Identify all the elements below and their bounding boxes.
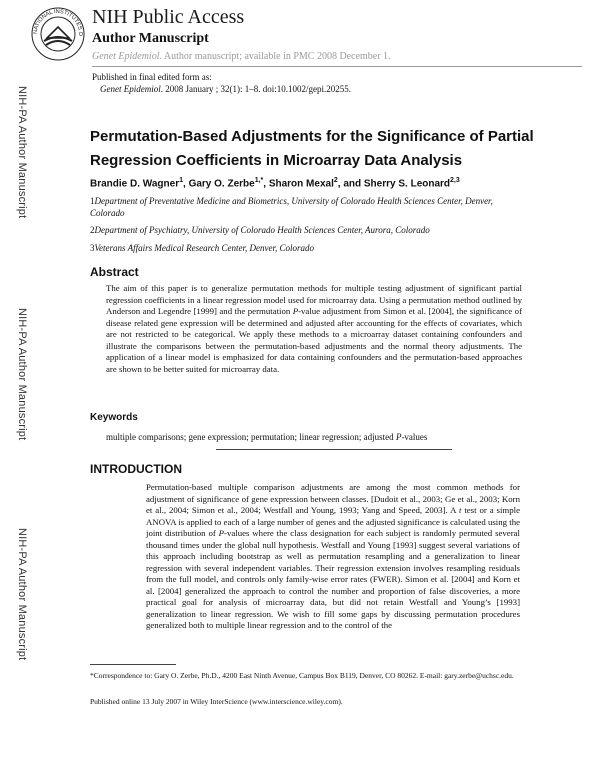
affiliation-1: 1Department of Preventative Medicine and Biometrics, University of Colorado Health Sciences Center, Denver, Colorado <box>90 196 493 218</box>
author-manuscript-label: Author Manuscript <box>92 31 209 46</box>
side-label-2: NIH-PA Author Manuscript <box>16 308 28 441</box>
keywords-heading: Keywords <box>90 412 138 423</box>
author-name: Brandie D. Wagner <box>90 178 180 190</box>
published-online-footnote: Published online 13 July 2007 in Wiley InterScience (www.interscience.wiley.com). <box>90 697 343 706</box>
title-line-2: Regression Coefficients in Microarray Data Analysis <box>90 152 463 169</box>
author-name: Sherry S. Leonard <box>363 178 451 190</box>
affiliation-2: 2Department of Psychiatry, University of Colorado Health Sciences Center, Aurora, Colorado <box>90 225 430 235</box>
section-divider <box>216 449 452 450</box>
introduction-text: Permutation-based multiple comparison adjustments are among the most common methods for adjustment of significance of gene expression between classes. [Dudoit et al., 2003; Ge et al., 2003; Korn et al., 2004; Simon et al., 2004; Westfall and Young, 1993; Yang and Speed, 2003]. A t test or a simple ANOVA is applied to each of a large number of genes and the adjusted significance is calculated using the joint distribution of P-values where the class designation for each subject is randomly permuted several thousand times under the global null hypothesis. Westfall and Young [1993] suggest several variations of this approach including bootstrap as well as permutation resampling and a generalization to linear regression with several independent variables. Their regression extension involves resampling residuals from the full model, and controls only family-wise error rates (FWER). Simon et al. [2004] and Korn et al. [2004] generalized the approach to control the number and proportion of false discoveries, a more practical goal for analysis of microarray data, but did not retain Westfall and Young’s [1993] generalization to linear regression. We wish to fill some gaps by discussing permutation procedures generalized both to multiple linear regression and to the control of the <box>146 482 520 630</box>
abstract-text: The aim of this paper is to generalize permutation methods for multiple testing adjustment of significant partial regression coefficients in a linear regression model used for microarray data. Using a permutation method outlined by Anderson and Legendre [1999] and the permutation P-value adjustment from Simon et al. [2004], the significance of disease related gene expression will be determined and adjusted after accounting for the effects of covariates, which are not restricted to be categorical. We apply these methods to a microarray dataset containing confounders and illustrate the comparisons between the permutation-based adjustments and the normal theory adjustments. The application of a linear model is emphasized for data containing confounders and the permutation-based approaches are shown to be better suited for microarray data. <box>106 283 523 374</box>
abstract-heading: Abstract <box>90 265 139 279</box>
keywords-text: multiple comparisons; gene expression; permutation; linear regression; adjusted P-values <box>106 432 428 442</box>
introduction-heading: INTRODUCTION <box>90 462 182 476</box>
footnote-rule <box>90 664 176 665</box>
title-line-1: Permutation-Based Adjustments for the Significance of Partial <box>90 128 534 145</box>
article-title <box>90 125 550 173</box>
correspondence-footnote: *Correspondence to: Gary O. Zerbe, Ph.D., 4200 East Ninth Avenue, Campus Box B119, Denver, CO 80262. E-mail: gary.zerbe@uchsc.edu. <box>90 671 514 680</box>
author-name: Sharon Mexal <box>268 178 334 190</box>
affiliation-3: 3Veterans Affairs Medical Research Center, Denver, Colorado <box>90 243 314 253</box>
published-label: Published in final edited form as: <box>92 72 212 82</box>
nih-public-access-title: NIH Public Access <box>92 6 245 28</box>
header-rule <box>92 66 582 67</box>
svg-text:NATIONAL INSTITUTES OF HEALTH: NATIONAL INSTITUTES O <box>32 8 84 37</box>
citation-line: Genet Epidemiol. 2008 January ; 32(1): 1–8. doi:10.1002/gepi.20255. <box>100 84 351 94</box>
side-label-1: NIH-PA Author Manuscript <box>16 86 28 219</box>
availability-line: Genet Epidemiol. Author manuscript; available in PMC 2008 December 1. <box>92 51 391 62</box>
author-list: Brandie D. Wagner$^1$, Gary O. Zerbe$^{1,*}$, Sharon Mexal$^2$, and Sherry S. Leonard$^{2,3}$ <box>90 177 460 190</box>
side-label-3: NIH-PA Author Manuscript <box>16 528 28 661</box>
author-name: Gary O. Zerbe <box>188 178 255 190</box>
nih-logo <box>30 6 86 62</box>
